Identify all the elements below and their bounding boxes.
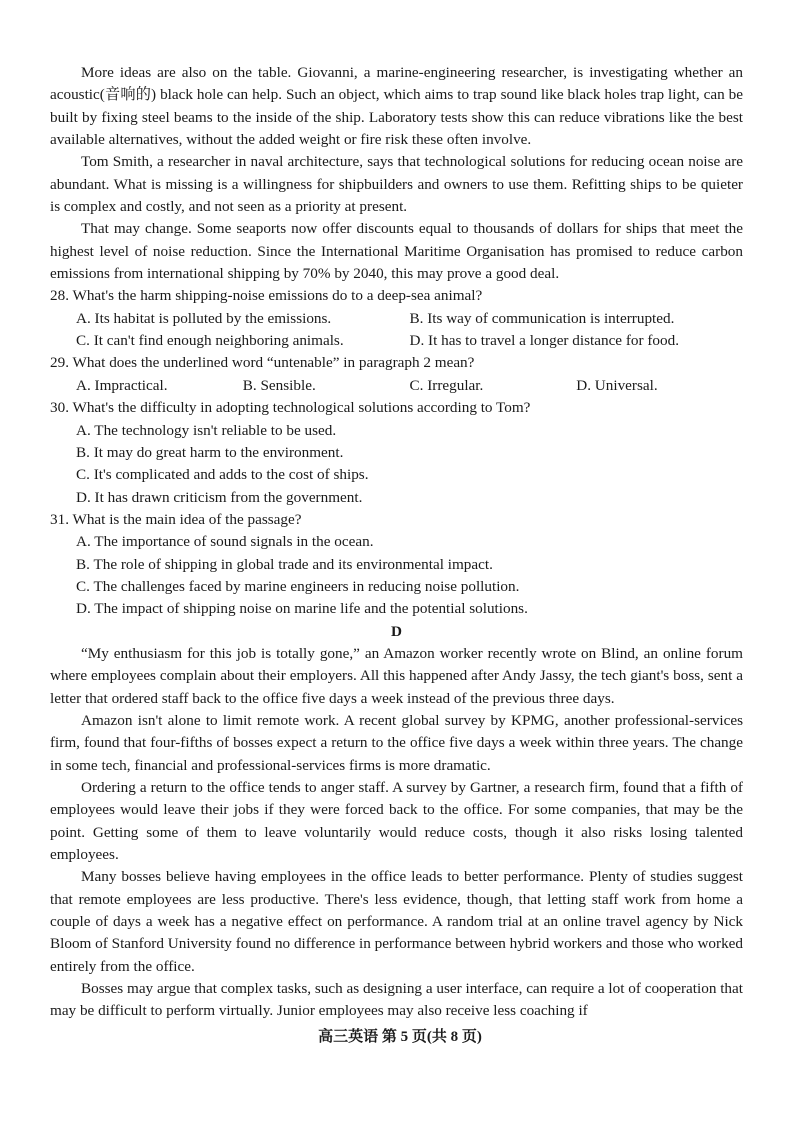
paragraph: Bosses may argue that complex tasks, such as designing a user interface, can require a lot of cooperation that may be difficult to perform virtually. Junior employees may also receive less coaching if: [50, 980, 743, 1020]
paragraph: Many bosses believe having employees in the office leads to better performance. Plenty of studies suggest that remote employees are less productive. There's less evidence, though, that letting staff work from home a couple of days a week has a negative effect on performance. A random trial at an online travel agency by Nick Bloom of Stanford University found no difference in performance between hybrid workers and those who worked entirely from the office.: [50, 868, 743, 975]
option-a: A. Its habitat is polluted by the emissions.: [76, 309, 332, 327]
paragraph: More ideas are also on the table. Giovanni, a marine-engineering researcher, is investigating whether an acoustic(音响的) black hole can help. Such an object, which aims to trap sound like black holes trap light, can be built by fixing steel beams to the inside of the ship. Laboratory tests show this can reduce vibrations like the best available alternatives, without the added weight or fire risk these often involve.: [50, 64, 743, 149]
paragraph: “My enthusiasm for this job is totally gone,” an Amazon worker recently wrote on Blind, an online forum where employees complain about their employers. All this happened after Andy Jassy, the tech giant's boss, sent a letter that ordered staff back to the office five days a week instead of the previous three days.: [50, 644, 743, 707]
options-row: [50, 330, 743, 352]
option-d: D. Universal.: [576, 376, 658, 394]
option-d: D. It has to travel a longer distance for food.: [409, 332, 679, 350]
option-c: C. Irregular.: [409, 376, 484, 394]
question-29: 29. What does the underlined word “untenable” in paragraph 2 mean?: [50, 354, 475, 372]
paragraph: Tom Smith, a researcher in naval architecture, says that technological solutions for reducing ocean noise are abundant. What is missing is a willingness for shipbuilders and owners to use them. Refitting ships to be quieter is complex and costly, and not seen as a priority at present.: [50, 153, 743, 216]
option-c: C. The challenges faced by marine engineers in reducing noise pollution.: [76, 577, 520, 595]
option-d: D. It has drawn criticism from the government.: [76, 488, 363, 506]
option-b: B. Its way of communication is interrupted.: [409, 309, 675, 327]
option-d: D. The impact of shipping noise on marine life and the potential solutions.: [76, 600, 528, 618]
exam-page: [50, 62, 743, 1023]
option-b: B. The role of shipping in global trade and its environmental impact.: [76, 555, 493, 573]
option-a: A. Impractical.: [76, 376, 168, 394]
option-c: C. It's complicated and adds to the cost of ships.: [76, 466, 369, 484]
question-30: 30. What's the difficulty in adopting technological solutions according to Tom?: [50, 399, 531, 417]
option-c: C. It can't find enough neighboring animals.: [76, 332, 344, 350]
paragraph: Amazon isn't alone to limit remote work. A recent global survey by KPMG, another professional-services firm, found that four-fifths of bosses expect a return to the office five days a week within three years. The change in some tech, financial and professional-services firms is more dramatic.: [50, 711, 743, 774]
options-row: [50, 308, 743, 330]
page-footer: 高三英语 第 5 页(共 8 页): [318, 1029, 482, 1045]
paragraph: That may change. Some seaports now offer discounts equal to thousands of dollars for ships that meet the highest level of noise reduction. Since the International Maritime Organisation has promised to reduce carbon emissions from international shipping by 70% by 2040, this may prove a good deal.: [50, 220, 743, 283]
question-28: 28. What's the harm shipping-noise emissions do to a deep-sea animal?: [50, 287, 483, 305]
options-row: [50, 375, 743, 397]
option-a: A. The importance of sound signals in the ocean.: [76, 533, 374, 551]
section-title: D: [391, 622, 402, 640]
question-31: 31. What is the main idea of the passage?: [50, 510, 302, 528]
option-b: B. It may do great harm to the environment.: [76, 443, 344, 461]
paragraph: Ordering a return to the office tends to anger staff. A survey by Gartner, a research firm, found that a fifth of employees would leave their jobs if they were forced back to the office. For some companies, that may be the point. Getting some of them to leave voluntarily would reduce costs, though it also risks losing talented employees.: [50, 779, 743, 864]
option-a: A. The technology isn't reliable to be used.: [76, 421, 337, 439]
option-b: B. Sensible.: [242, 376, 316, 394]
